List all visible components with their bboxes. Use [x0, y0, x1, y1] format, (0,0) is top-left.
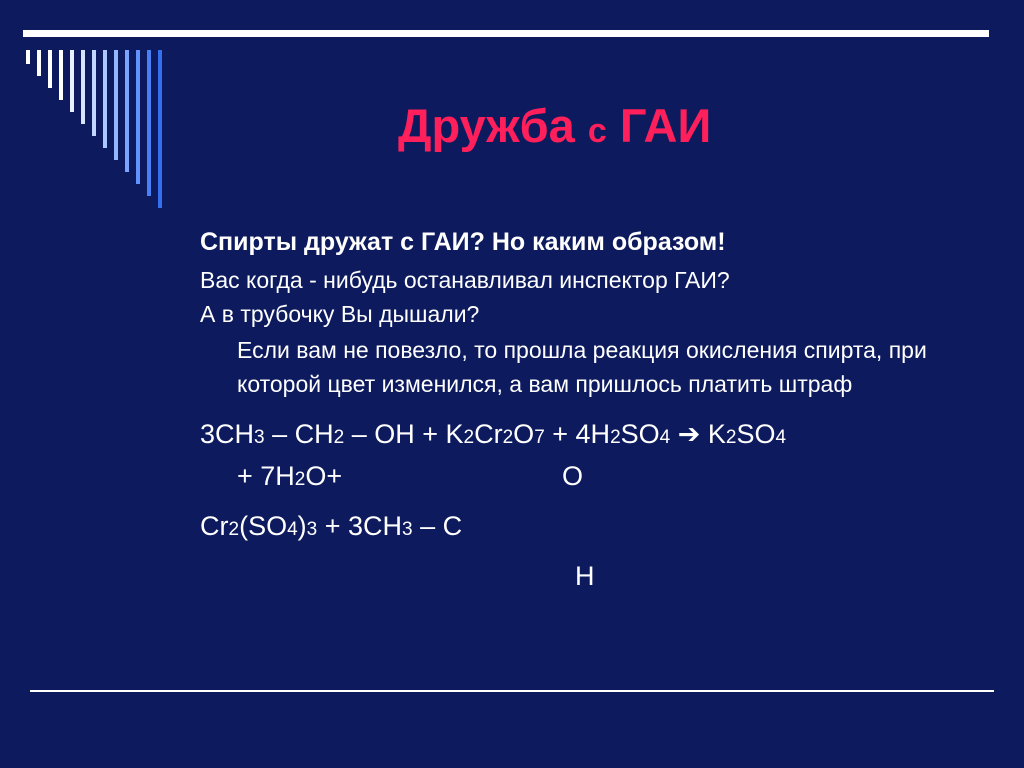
formula-row-3 — [200, 507, 990, 549]
formula-part: Cr — [474, 419, 503, 449]
formula-part: (SO — [239, 511, 288, 541]
slide-content — [200, 225, 990, 595]
formula-index: 4 — [287, 519, 298, 540]
formula-index: 2 — [610, 427, 621, 448]
text-line-1: Вас когда - нибудь останавливал инспектор ГАИ? — [200, 267, 730, 293]
formula-part: + 3CH — [317, 511, 403, 541]
formula-row-1 — [200, 415, 990, 457]
formula-index: 4 — [775, 427, 787, 448]
bottom-rule — [30, 690, 994, 692]
formula-row-4 — [200, 557, 990, 595]
formula-part: O+ — [305, 461, 343, 491]
formula-part: – OH + K — [344, 419, 464, 449]
formula-part: 3CH — [200, 419, 255, 449]
formula-oxygen: O — [562, 461, 584, 491]
formula-part: + 7H — [237, 461, 295, 491]
formula-hydrogen: H — [575, 561, 595, 591]
formula-part: ) — [297, 511, 307, 541]
formula-index: 3 — [402, 519, 413, 540]
formula-part: Cr — [200, 511, 229, 541]
formula-part: SO — [736, 419, 776, 449]
text-line-2: А в трубочку Вы дышали? — [200, 301, 480, 327]
formula-index: 4 — [659, 427, 671, 448]
formula-part: + 4H — [544, 419, 611, 449]
formula-part: ➔ K — [670, 419, 726, 449]
formula-index: 2 — [463, 427, 475, 448]
formula-index: 2 — [502, 427, 514, 448]
formula-index: 2 — [228, 519, 240, 540]
slide-title: Дружба с ГАИ — [398, 99, 712, 152]
formula-part: – C — [412, 511, 463, 541]
paragraph: Если вам не повезло, то прошла реакция окисления спирта, при которой цвет изменился, а вам пришлось платить штраф — [237, 337, 927, 397]
formula-part: O — [513, 419, 535, 449]
formula-part: – CH — [264, 419, 334, 449]
formula-row-2 — [237, 457, 990, 499]
formula-index: 7 — [534, 427, 545, 448]
formula-index: 2 — [294, 469, 306, 490]
formula-index: 3 — [306, 519, 318, 540]
formula-part: SO — [620, 419, 660, 449]
heading: Спирты дружат с ГАИ? Но каким образом! — [200, 228, 726, 256]
formula-index: 2 — [725, 427, 737, 448]
formula-index: 3 — [254, 427, 265, 448]
formula-index: 2 — [333, 427, 345, 448]
decorative-stripes — [0, 0, 200, 220]
